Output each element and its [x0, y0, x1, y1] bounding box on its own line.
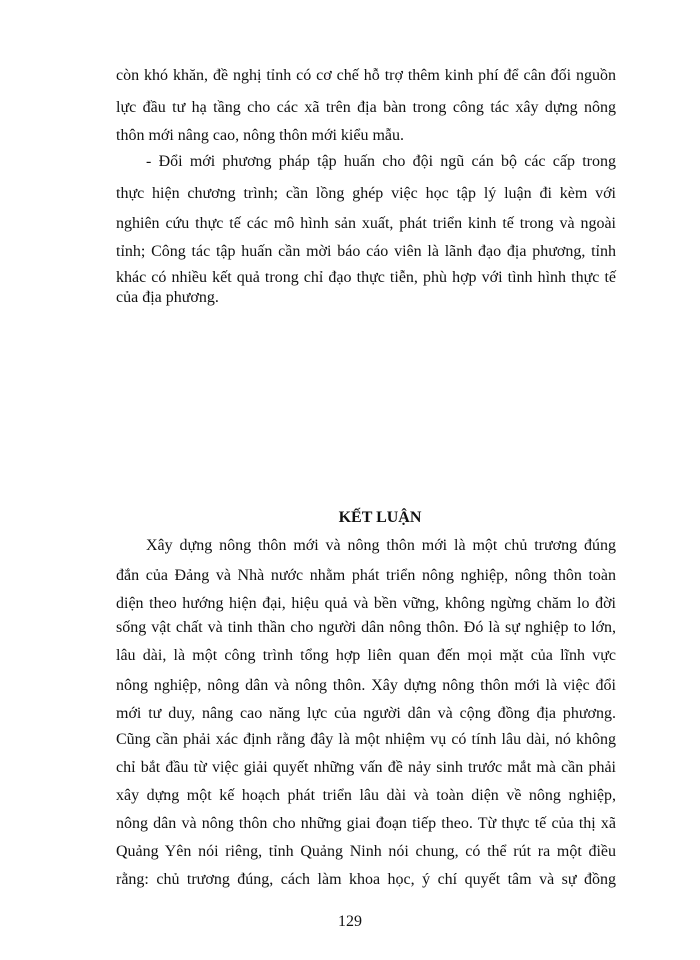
text-line: - Đổi mới phương pháp tập huấn cho đội ngũ cán bộ các cấp trong: [146, 153, 616, 170]
text-line: xây dựng một kế hoạch phát triển lâu dài và toàn diện về nông nghiệp,: [116, 787, 616, 804]
text-line: sống vật chất và tinh thần cho người dân nông thôn. Đó là sự nghiệp to lớn,: [116, 619, 616, 636]
text-line: đắn của Đảng và Nhà nước nhằm phát triển nông nghiệp, nông thôn toàn: [116, 567, 616, 584]
text-line: lực đầu tư hạ tầng cho các xã trên địa bàn trong công tác xây dựng nông: [116, 99, 616, 116]
text-line: tỉnh; Công tác tập huấn cần mời báo cáo viên là lãnh đạo địa phương, tỉnh: [116, 243, 616, 260]
text-line: Xây dựng nông thôn mới và nông thôn mới là một chủ trương đúng: [146, 537, 616, 554]
page-number: 129: [338, 913, 362, 930]
text-line: còn khó khăn, đề nghị tỉnh có cơ chế hỗ trợ thêm kinh phí để cân đối nguồn: [116, 67, 616, 84]
text-line: Cũng cần phải xác định rằng đây là một nhiệm vụ có tính lâu dài, nó không: [116, 731, 616, 748]
text-line: rằng: chủ trương đúng, cách làm khoa học, ý chí quyết tâm và sự đồng: [116, 871, 616, 888]
text-line: khác có nhiều kết quả trong chỉ đạo thực tiễn, phù hợp với tình hình thực tế: [116, 269, 616, 286]
conclusion-heading: KẾT LUẬN: [338, 509, 422, 526]
text-line: thực hiện chương trình; cần lồng ghép việc học tập lý luận đi kèm với: [116, 185, 616, 202]
text-line: nông nghiệp, nông dân và nông thôn. Xây dựng nông thôn mới là việc đổi: [116, 677, 616, 694]
text-line: lâu dài, là một công trình tổng hợp liên quan đến mọi mặt của lĩnh vực: [116, 647, 616, 664]
text-line: của địa phương.: [116, 289, 219, 306]
text-line: nghiên cứu thực tế các mô hình sản xuất, phát triển kinh tế trong và ngoài: [116, 215, 616, 232]
text-line: nông dân và nông thôn cho những giai đoạn tiếp theo. Từ thực tế của thị xã: [116, 815, 616, 832]
text-line: mới tư duy, nâng cao năng lực của người dân và cộng đồng địa phương.: [116, 705, 616, 722]
text-line: diện theo hướng hiện đại, hiệu quả và bền vững, không ngừng chăm lo đời: [116, 595, 616, 612]
text-line: thôn mới nâng cao, nông thôn mới kiểu mẫu.: [116, 127, 404, 144]
text-line: Quảng Yên nói riêng, tỉnh Quảng Ninh nói chung, có thể rút ra một điều: [116, 843, 616, 860]
text-line: chỉ bắt đầu từ việc giải quyết những vấn đề nảy sinh trước mắt mà cần phải: [116, 759, 616, 776]
